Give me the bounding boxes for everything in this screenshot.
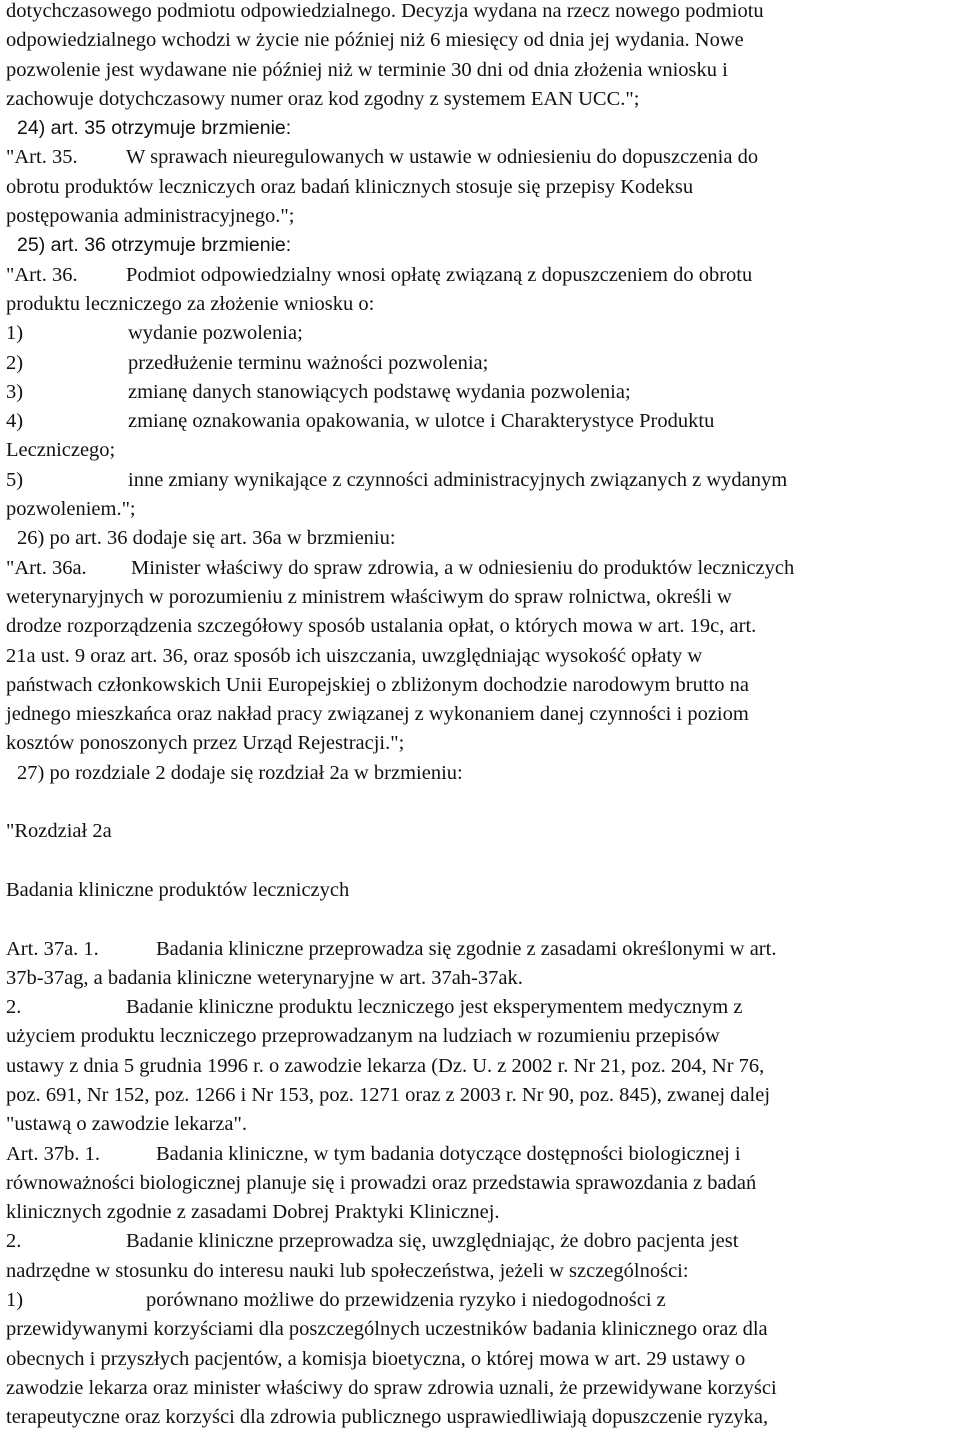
list-item — [6, 407, 956, 436]
spacer — [6, 847, 956, 876]
list-number: 5) — [6, 468, 24, 491]
article-36a-line — [6, 554, 956, 583]
article-37a-line — [6, 935, 956, 964]
list-text: wydanie pozwolenia; — [128, 322, 303, 345]
text-line: ustawy z dnia 5 grudnia 1996 r. o zawodzie lekarza (Dz. U. z 2002 r. Nr 21, poz. 204, Nr 76, — [6, 1054, 765, 1077]
text-line: użyciem produktu leczniczego przeprowadzanym na ludziach w rozumieniu przepisów — [6, 1025, 720, 1048]
article-label: Art. 37b. 1. — [6, 1142, 100, 1165]
paragraph-line — [6, 993, 956, 1022]
text-line: terapeutyczne oraz korzyści dla zdrowia publicznego usprawiedliwiają dopuszczenie ryzyka, — [6, 1406, 769, 1429]
text-line: państwach członkowskich Unii Europejskiej o zbliżonym dochodzie narodowym brutto na — [6, 673, 749, 696]
text-line: obecnych i przyszłych pacjentów, a komisja bioetyczna, o której mowa w art. 29 ustawy o — [6, 1347, 746, 1370]
spacer — [6, 788, 956, 817]
text-line: produktu leczniczego za złożenie wniosku o: — [6, 292, 375, 315]
text-line: dotychczasowego podmiotu odpowiedzialnego. Decyzja wydana na rzecz nowego podmiotu — [6, 0, 764, 22]
text-line: pozwoleniem."; — [6, 498, 136, 521]
list-number: 4) — [6, 410, 24, 433]
text-line: 37b-37ag, a badania kliniczne weterynaryjne w art. 37ah-37ak. — [6, 966, 523, 989]
text-line: odpowiedzialnego wchodzi w życie nie później niż 6 miesięcy od dnia jej wydania. Nowe — [6, 29, 744, 52]
paragraph-number: 2. — [6, 996, 22, 1019]
list-text: przedłużenie terminu ważności pozwolenia; — [128, 351, 489, 374]
text-line: obrotu produktów leczniczych oraz badań klinicznych stosuje się przepisy Kodeksu — [6, 175, 694, 198]
chapter-number: "Rozdział 2a — [6, 820, 112, 843]
point-text: porównano możliwe do przewidzenia ryzyko i niedogodności z — [146, 1289, 666, 1312]
paragraph-text: Badanie kliniczne produktu leczniczego jest eksperymentem medycznym z — [126, 996, 743, 1019]
amendment-heading-24: 24) art. 35 otrzymuje brzmienie: — [17, 117, 292, 140]
article-text: Badania kliniczne, w tym badania dotyczące dostępności biologicznej i — [156, 1142, 741, 1165]
text-line: postępowania administracyjnego."; — [6, 205, 295, 228]
article-label: Art. 37a. 1. — [6, 937, 99, 960]
article-label: "Art. 35. — [6, 146, 78, 169]
text-line: drodze rozporządzenia szczegółowy sposób ustalania opłat, o których mowa w art. 19c, art. — [6, 615, 757, 638]
text-line: Leczniczego; — [6, 439, 116, 462]
text-line: zawodzie lekarza oraz minister właściwy do spraw zdrowia uznali, że przewidywane korzyści — [6, 1376, 777, 1399]
amendment-heading-25: 25) art. 36 otrzymuje brzmienie: — [17, 234, 292, 257]
article-label: "Art. 36a. — [6, 556, 87, 579]
article-37b-line — [6, 1140, 956, 1169]
list-item — [6, 349, 956, 378]
text-line: nadrzędne w stosunku do interesu nauki lub społeczeństwa, jeżeli w szczególności: — [6, 1259, 689, 1282]
point-line — [6, 1286, 956, 1315]
list-item — [6, 466, 956, 495]
list-number: 3) — [6, 380, 24, 403]
text-line: pozwolenie jest wydawane nie później niż w terminie 30 dni od dnia złożenia wniosku i — [6, 58, 728, 81]
list-text: inne zmiany wynikające z czynności administracyjnych związanych z wydanym — [128, 468, 788, 491]
article-text: Badania kliniczne przeprowadza się zgodnie z zasadami określonymi w art. — [156, 937, 777, 960]
point-number: 1) — [6, 1289, 24, 1312]
text-line: kosztów ponoszonych przez Urząd Rejestracji."; — [6, 732, 405, 755]
list-item — [6, 378, 956, 407]
spacer — [6, 905, 956, 934]
text-line: zachowuje dotychczasowy numer oraz kod zgodny z systemem EAN UCC."; — [6, 87, 640, 110]
list-text: zmianę danych stanowiących podstawę wydania pozwolenia; — [128, 380, 631, 403]
text-line: przewidywanymi korzyściami dla poszczególnych uczestników badania klinicznego oraz dla — [6, 1318, 768, 1341]
list-text: zmianę oznakowania opakowania, w ulotce i Charakterystyce Produktu — [128, 410, 715, 433]
text-line: klinicznych zgodnie z zasadami Dobrej Praktyki Klinicznej. — [6, 1201, 500, 1224]
article-text: W sprawach nieuregulowanych w ustawie w odniesieniu do dopuszczenia do — [126, 146, 759, 169]
paragraph-text: Badanie kliniczne przeprowadza się, uwzględniając, że dobro pacjenta jest — [126, 1230, 739, 1253]
article-35-line — [6, 143, 956, 172]
chapter-title: Badania kliniczne produktów leczniczych — [6, 878, 350, 901]
paragraph-line — [6, 1227, 956, 1256]
text-line: jednego mieszkańca oraz nakład pracy związanej z wykonaniem danej czynności i poziom — [6, 703, 749, 726]
list-number: 2) — [6, 351, 24, 374]
text-line: 21a ust. 9 oraz art. 36, oraz sposób ich uiszczania, uwzględniając wysokość opłaty w — [6, 644, 703, 667]
text-line: równoważności biologicznej planuje się i prowadzi oraz przedstawia sprawozdania z badań — [6, 1171, 757, 1194]
list-number: 1) — [6, 322, 24, 345]
text-line: poz. 691, Nr 152, poz. 1266 i Nr 153, poz. 1271 oraz z 2003 r. Nr 90, poz. 845), zwanej dalej — [6, 1083, 771, 1106]
document-page — [6, 0, 956, 1433]
article-label: "Art. 36. — [6, 263, 78, 286]
list-item — [6, 319, 956, 348]
text-line: weterynaryjnych w porozumieniu z ministrem właściwym do spraw rolnictwa, określi w — [6, 585, 732, 608]
text-line: "ustawą o zawodzie lekarza". — [6, 1113, 247, 1136]
article-text: Minister właściwy do spraw zdrowia, a w odniesieniu do produktów leczniczych — [131, 556, 795, 579]
article-text: Podmiot odpowiedzialny wnosi opłatę związaną z dopuszczeniem do obrotu — [126, 263, 753, 286]
amendment-heading-27: 27) po rozdziale 2 dodaje się rozdział 2a w brzmieniu: — [17, 761, 463, 784]
amendment-heading-26: 26) po art. 36 dodaje się art. 36a w brzmieniu: — [17, 527, 396, 550]
article-36-line — [6, 261, 956, 290]
paragraph-number: 2. — [6, 1230, 22, 1253]
